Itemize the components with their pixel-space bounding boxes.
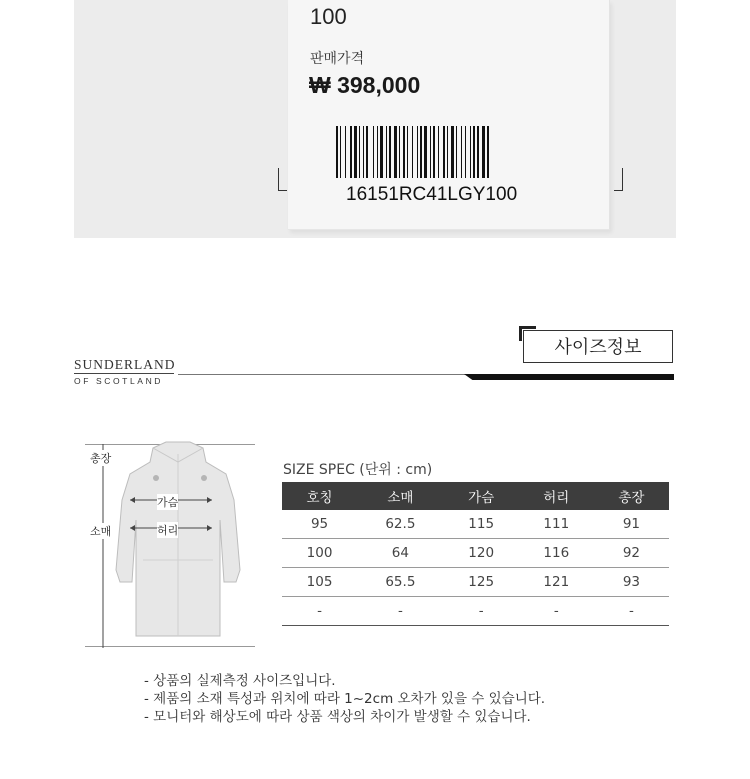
tag-bracket-left xyxy=(278,168,287,191)
barcode-bar xyxy=(473,126,475,178)
table-cell: 100 xyxy=(282,539,357,568)
table-cell: 120 xyxy=(444,539,519,568)
tag-price-label: 판매가격 xyxy=(310,51,365,67)
brand-logo-line2: OF SCOTLAND xyxy=(74,376,164,386)
barcode-bar xyxy=(403,126,405,178)
spec-title: SIZE SPEC (단위 : cm) xyxy=(283,462,433,478)
barcode-bar xyxy=(438,126,439,178)
barcode-bar xyxy=(359,126,360,178)
table-cell: 64 xyxy=(357,539,444,568)
barcode-bar xyxy=(424,126,427,178)
brand-logo-line1: SUNDERLAND xyxy=(74,357,176,372)
barcode-bar xyxy=(389,126,391,178)
section-title: 사이즈정보 xyxy=(554,337,642,358)
barcode-bar xyxy=(350,126,352,178)
table-row xyxy=(282,510,669,539)
table-cell: 115 xyxy=(444,510,519,539)
barcode-bar xyxy=(380,126,383,178)
barcode xyxy=(336,126,554,178)
barcode-bar xyxy=(417,126,418,178)
header-cell: 허리 xyxy=(519,482,594,510)
table-cell: 105 xyxy=(282,568,357,597)
brand-logo-divider xyxy=(74,373,174,374)
barcode-bar xyxy=(465,126,466,178)
barcode-bar xyxy=(340,126,341,178)
barcode-bar xyxy=(451,126,454,178)
barcode-bar xyxy=(443,126,445,178)
barcode-bar xyxy=(412,126,413,178)
tag-price: ₩ 398,000 xyxy=(309,72,421,98)
barcode-bar xyxy=(399,126,400,178)
section-rule-accent xyxy=(464,374,674,380)
table-row xyxy=(282,568,669,597)
tag-product-code: 16151RC41LGY100 xyxy=(346,184,518,205)
tag-bracket-right xyxy=(614,168,623,191)
table-cell: 65.5 xyxy=(357,568,444,597)
price-tag-photo xyxy=(74,0,676,238)
table-header-row xyxy=(282,482,669,510)
table-cell: 92 xyxy=(594,539,669,568)
header-cell: 소매 xyxy=(357,482,444,510)
barcode-bar xyxy=(487,126,489,178)
dim-waist: 허리 xyxy=(157,524,179,537)
dim-chest: 가슴 xyxy=(157,496,179,509)
table-cell: 95 xyxy=(282,510,357,539)
header-cell: 호칭 xyxy=(282,482,357,510)
table-cell: - xyxy=(357,597,444,626)
table-cell: - xyxy=(594,597,669,626)
barcode-bar xyxy=(354,126,357,178)
barcode-bar xyxy=(366,126,368,178)
dim-sleeve: 소매 xyxy=(90,525,112,538)
table-row xyxy=(282,539,669,568)
barcode-bar xyxy=(433,126,435,178)
header-cell: 가슴 xyxy=(444,482,519,510)
table-cell: 116 xyxy=(519,539,594,568)
table-cell: - xyxy=(444,597,519,626)
table-row xyxy=(282,597,669,626)
barcode-bar xyxy=(470,126,471,178)
barcode-bar xyxy=(363,126,364,178)
table-cell: - xyxy=(519,597,594,626)
barcode-bar xyxy=(456,126,457,178)
barcode-bar xyxy=(447,126,448,178)
barcode-bar xyxy=(420,126,422,178)
price-tag xyxy=(288,0,610,230)
size-spec-table xyxy=(282,482,669,626)
header-cell: 총장 xyxy=(594,482,669,510)
barcode-bar xyxy=(345,126,346,178)
table-cell: 125 xyxy=(444,568,519,597)
table-cell: 111 xyxy=(519,510,594,539)
measure-lines xyxy=(100,444,250,648)
table-cell: - xyxy=(282,597,357,626)
dim-total-length: 총장 xyxy=(90,452,112,465)
barcode-bar xyxy=(482,126,485,178)
note-item: - 제품의 소재 특성과 위치에 따라 1~2cm 오차가 있을 수 있습니다. xyxy=(144,691,546,707)
barcode-bar xyxy=(477,126,479,178)
table-cell: 62.5 xyxy=(357,510,444,539)
barcode-bar xyxy=(386,126,387,178)
barcode-bar xyxy=(377,126,378,178)
note-item: - 모니터와 해상도에 따라 상품 색상의 차이가 발생할 수 있습니다. xyxy=(144,709,531,725)
barcode-bar xyxy=(407,126,408,178)
note-item: - 상품의 실제측정 사이즈입니다. xyxy=(144,673,336,689)
notes-list xyxy=(144,672,545,726)
table-cell: 121 xyxy=(519,568,594,597)
barcode-bar xyxy=(336,126,338,178)
table-cell: 91 xyxy=(594,510,669,539)
barcode-bar xyxy=(461,126,462,178)
barcode-bar xyxy=(394,126,397,178)
table-cell: 93 xyxy=(594,568,669,597)
barcode-bar xyxy=(373,126,374,178)
barcode-bar xyxy=(430,126,431,178)
tag-size-value: 100 xyxy=(310,4,347,29)
